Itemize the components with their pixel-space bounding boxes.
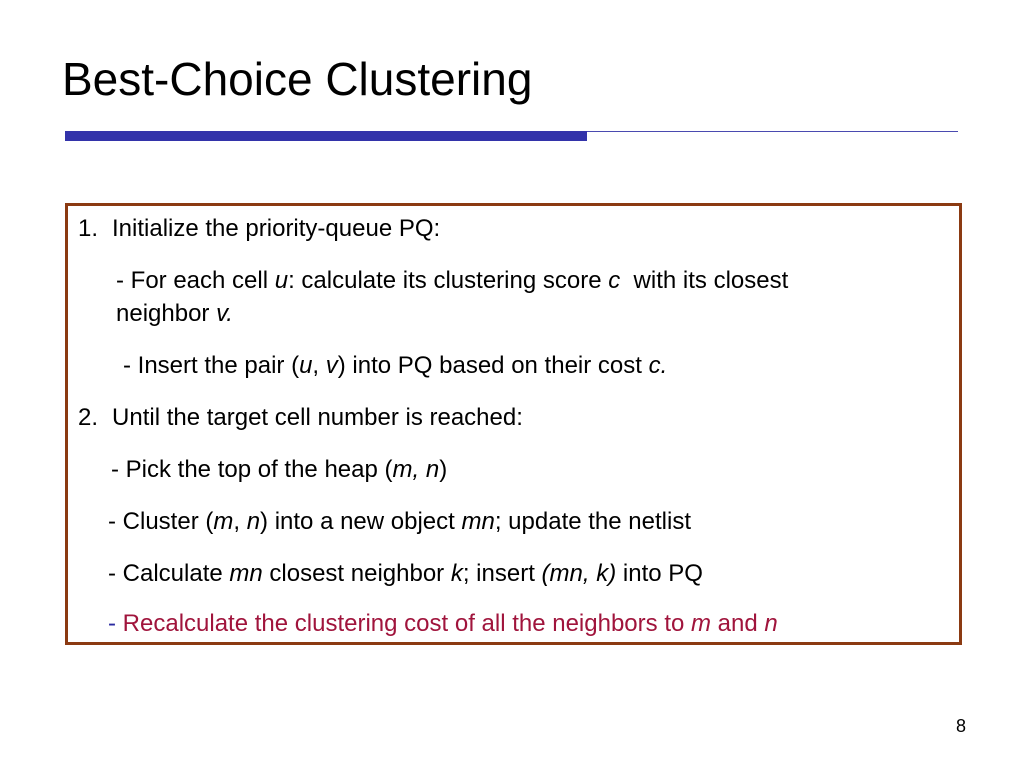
step-text: Initialize the priority-queue PQ: bbox=[112, 215, 441, 242]
step-2-sub-4-highlight: - Recalculate the clustering cost of all the neighbors to m and n bbox=[108, 610, 778, 637]
title-underline-thick bbox=[65, 131, 587, 141]
step-number: 2. bbox=[78, 404, 99, 431]
step-1-sub-1-line-1: - For each cell u: calculate its clustering score c with its closest bbox=[116, 267, 789, 294]
step-2-sub-3: - Calculate mn closest neighbor k; insert (mn, k) into PQ bbox=[108, 560, 703, 587]
page-number: 8 bbox=[955, 716, 966, 736]
step-text: Until the target cell number is reached: bbox=[112, 404, 523, 431]
step-1-sub-2: - Insert the pair (u, v) into PQ based on their cost c. bbox=[123, 352, 668, 379]
step-2-sub-2: - Cluster (m, n) into a new object mn; update the netlist bbox=[108, 508, 691, 535]
slide-title: Best-Choice Clustering bbox=[62, 53, 533, 105]
step-1-sub-1-line-2: neighbor v. bbox=[116, 300, 233, 327]
title-underline-thin bbox=[587, 131, 958, 132]
step-1 bbox=[78, 215, 440, 243]
step-number: 1. bbox=[78, 215, 99, 242]
step-2-sub-1: - Pick the top of the heap (m, n) bbox=[111, 456, 448, 483]
step-2 bbox=[78, 404, 523, 432]
